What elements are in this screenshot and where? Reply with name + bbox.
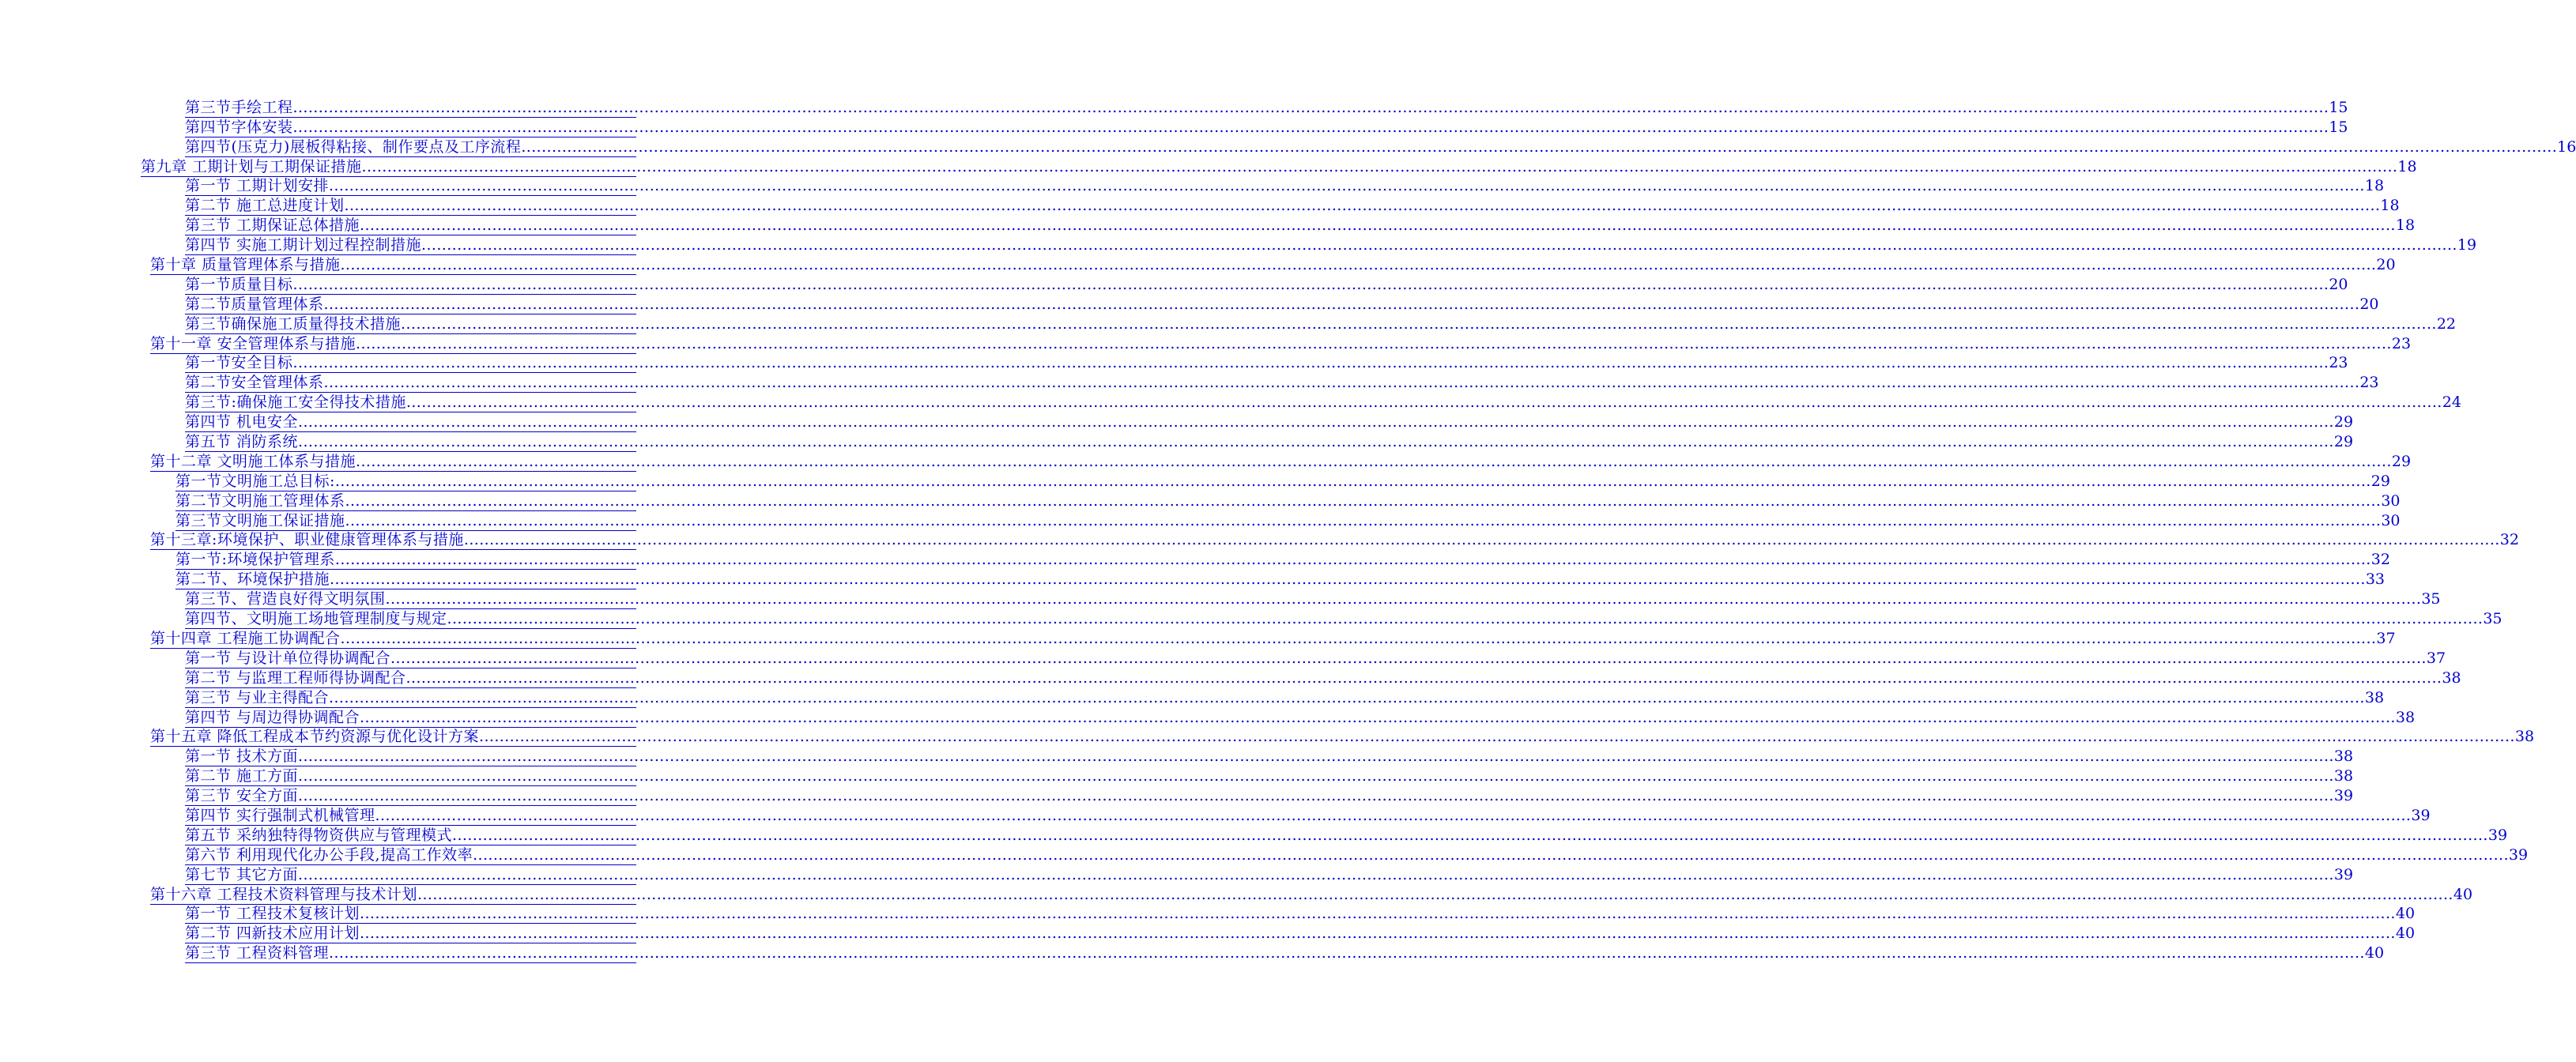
toc-entry[interactable]	[0, 334, 2412, 354]
toc-entry-title: 第十五章 降低工程成本节约资源与优化设计方案	[150, 728, 480, 746]
toc-entry[interactable]	[0, 806, 2431, 826]
toc-entry-title: 第一节:环境保护管理系	[175, 551, 335, 569]
toc-dot-leader: ................................................................................................................................................................................................................................................................................................................................................................................................................	[298, 767, 2334, 785]
toc-entry-page-number: 20	[2376, 256, 2396, 274]
toc-entry-page-number: 29	[2370, 472, 2390, 490]
table-of-contents	[0, 98, 2576, 963]
toc-entry-title: 第七节 其它方面	[185, 865, 299, 883]
toc-entry-title: 第四节、文明施工场地管理制度与规定	[185, 610, 447, 628]
toc-entry[interactable]	[0, 295, 2379, 314]
toc-entry-title: 第三节、营造良好得文明氛围	[185, 590, 386, 608]
toc-dot-leader: ................................................................................................................................................................................................................................................................................................................................................................................................................	[298, 433, 2334, 451]
toc-entry[interactable]	[0, 452, 2412, 472]
toc-dot-leader: ................................................................................................................................................................................................................................................................................................................................................................................................................	[344, 197, 2381, 215]
toc-dot-leader: ................................................................................................................................................................................................................................................................................................................................................................................................................	[345, 491, 2382, 510]
toc-entry-page-number: 37	[2426, 649, 2446, 667]
toc-dot-leader: ................................................................................................................................................................................................................................................................................................................................................................................................................	[390, 649, 2427, 667]
toc-dot-leader: ................................................................................................................................................................................................................................................................................................................................................................................................................	[479, 728, 2515, 746]
toc-dot-leader: ................................................................................................................................................................................................................................................................................................................................................................................................................	[356, 334, 2392, 352]
toc-entry-page-number: 38	[2364, 688, 2385, 706]
toc-entry-title: 第一节 工期计划安排	[185, 177, 330, 195]
toc-entry-page-number: 20	[2359, 295, 2379, 313]
toc-entry[interactable]	[0, 511, 2401, 531]
toc-dot-leader: ................................................................................................................................................................................................................................................................................................................................................................................................................	[292, 98, 2329, 116]
toc-entry[interactable]	[0, 491, 2401, 511]
toc-entry-page-number: 22	[2436, 314, 2457, 333]
toc-dot-leader: ................................................................................................................................................................................................................................................................................................................................................................................................................	[298, 787, 2334, 805]
toc-entry-title: 第三节 与业主得配合	[185, 688, 330, 706]
toc-entry[interactable]	[0, 845, 2529, 865]
toc-entry[interactable]	[0, 589, 2441, 609]
toc-dot-leader: ................................................................................................................................................................................................................................................................................................................................................................................................................	[360, 925, 2396, 943]
toc-entry-page-number: 39	[2487, 826, 2508, 844]
toc-entry-page-number: 38	[2442, 668, 2461, 687]
toc-entry[interactable]	[0, 412, 2354, 432]
toc-entry-page-number: 32	[2370, 551, 2390, 569]
toc-entry-title: 第四节 机电安全	[185, 413, 299, 431]
toc-entry-page-number: 32	[2499, 531, 2519, 549]
toc-entry-title: 第一节 技术方面	[185, 748, 299, 766]
toc-dot-leader: ................................................................................................................................................................................................................................................................................................................................................................................................................	[292, 354, 2329, 372]
toc-entry-title: 第九章 工期计划与工期保证措施	[141, 157, 362, 175]
toc-entry-page-number: 29	[2391, 452, 2412, 470]
toc-entry[interactable]	[0, 216, 2416, 235]
toc-entry-page-number: 15	[2329, 98, 2348, 116]
toc-entry-page-number: 23	[2359, 374, 2379, 392]
toc-entry-title: 第二节 施工方面	[185, 767, 299, 785]
toc-entry-page-number: 38	[2333, 767, 2354, 785]
toc-entry-page-number: 39	[2333, 865, 2354, 883]
toc-entry[interactable]	[0, 354, 2348, 374]
toc-dot-leader: ................................................................................................................................................................................................................................................................................................................................................................................................................	[360, 905, 2396, 923]
toc-entry-title: 第六节 利用现代化办公手段,提高工作效率	[185, 845, 473, 864]
toc-entry-page-number: 39	[2333, 787, 2354, 805]
toc-dot-leader: ................................................................................................................................................................................................................................................................................................................................................................................................................	[298, 748, 2334, 766]
toc-entry-title: 第二节质量管理体系	[185, 295, 324, 313]
toc-dot-leader: ................................................................................................................................................................................................................................................................................................................................................................................................................	[340, 256, 2377, 274]
toc-entry-page-number: 38	[2514, 728, 2535, 746]
toc-dot-leader: ................................................................................................................................................................................................................................................................................................................................................................................................................	[401, 314, 2437, 333]
toc-entry-page-number: 18	[2397, 157, 2417, 175]
toc-entry-title: 第三节 工期保证总体措施	[185, 217, 360, 235]
toc-entry[interactable]	[0, 826, 2508, 845]
toc-entry[interactable]	[0, 255, 2396, 275]
toc-entry-page-number: 18	[2395, 217, 2416, 235]
toc-entry-title: 第三节文明施工保证措施	[175, 511, 345, 529]
toc-entry[interactable]	[0, 747, 2354, 766]
toc-entry-title: 第四节 实施工期计划过程控制措施	[185, 236, 422, 254]
toc-entry-title: 第二节 与监理工程师得协调配合	[185, 668, 406, 687]
toc-entry-page-number: 15	[2329, 118, 2348, 136]
toc-entry[interactable]	[0, 708, 2416, 728]
toc-dot-leader: ................................................................................................................................................................................................................................................................................................................................................................................................................	[375, 806, 2412, 824]
toc-entry[interactable]	[0, 531, 2519, 551]
toc-entry[interactable]	[0, 314, 2457, 334]
toc-entry[interactable]	[0, 629, 2396, 649]
toc-entry-page-number: 19	[2457, 236, 2477, 254]
toc-entry[interactable]	[0, 728, 2535, 748]
toc-dot-leader: ................................................................................................................................................................................................................................................................................................................................................................................................................	[361, 157, 2398, 175]
toc-dot-leader: ................................................................................................................................................................................................................................................................................................................................................................................................................	[421, 236, 2457, 254]
toc-entry-page-number: 39	[2508, 845, 2529, 864]
toc-entry-title: 第十四章 工程施工协调配合	[150, 629, 341, 647]
toc-entry[interactable]	[0, 157, 2417, 177]
toc-entry-title: 第三节手绘工程	[185, 98, 293, 116]
toc-entry-title: 第三节 工程资料管理	[185, 944, 330, 962]
toc-dot-leader: ................................................................................................................................................................................................................................................................................................................................................................................................................	[298, 413, 2334, 431]
toc-entry-page-number: 29	[2333, 433, 2354, 451]
toc-dot-leader: ................................................................................................................................................................................................................................................................................................................................................................................................................	[334, 551, 2371, 569]
toc-entry[interactable]	[0, 432, 2354, 452]
toc-entry-title: 第四节(压克力)展板得粘接、制作要点及工序流程	[185, 137, 522, 156]
toc-entry-page-number: 40	[2395, 905, 2416, 923]
toc-entry-title: 第一节质量目标	[185, 275, 293, 293]
toc-dot-leader: ................................................................................................................................................................................................................................................................................................................................................................................................................	[345, 511, 2382, 529]
toc-dot-leader: ................................................................................................................................................................................................................................................................................................................................................................................................................	[323, 295, 2360, 313]
toc-entry-title: 第十六章 工程技术资料管理与技术计划	[150, 885, 418, 903]
toc-entry-title: 第二节文明施工管理体系	[175, 491, 345, 510]
toc-dot-leader: ................................................................................................................................................................................................................................................................................................................................................................................................................	[452, 826, 2488, 844]
toc-entry-page-number: 38	[2395, 708, 2416, 726]
toc-entry[interactable]	[0, 275, 2348, 295]
toc-entry-title: 第三节 安全方面	[185, 787, 299, 805]
toc-dot-leader: ................................................................................................................................................................................................................................................................................................................................................................................................................	[329, 177, 2365, 195]
toc-dot-leader: ................................................................................................................................................................................................................................................................................................................................................................................................................	[292, 275, 2329, 293]
toc-dot-leader: ................................................................................................................................................................................................................................................................................................................................................................................................................	[329, 944, 2365, 962]
toc-dot-leader: ................................................................................................................................................................................................................................................................................................................................................................................................................	[329, 688, 2365, 706]
toc-entry[interactable]	[0, 98, 2348, 118]
toc-dot-leader: ................................................................................................................................................................................................................................................................................................................................................................................................................	[340, 629, 2377, 647]
toc-entry-title: 第二节 施工总进度计划	[185, 197, 345, 215]
toc-entry-title: 第四节字体安装	[185, 118, 293, 136]
toc-entry[interactable]	[0, 137, 2576, 157]
toc-dot-leader: ................................................................................................................................................................................................................................................................................................................................................................................................................	[360, 708, 2396, 726]
toc-entry[interactable]	[0, 196, 2400, 216]
toc-entry-title: 第二节安全管理体系	[185, 374, 324, 392]
toc-entry-page-number: 30	[2381, 491, 2401, 510]
toc-dot-leader: ................................................................................................................................................................................................................................................................................................................................................................................................................	[473, 845, 2509, 864]
toc-dot-leader: ................................................................................................................................................................................................................................................................................................................................................................................................................	[292, 118, 2329, 136]
toc-entry-page-number: 29	[2333, 413, 2354, 431]
toc-entry-page-number: 23	[2329, 354, 2348, 372]
toc-entry[interactable]	[0, 393, 2461, 412]
toc-entry[interactable]	[0, 905, 2416, 925]
toc-dot-leader: ................................................................................................................................................................................................................................................................................................................................................................................................................	[356, 452, 2392, 470]
toc-dot-leader: ................................................................................................................................................................................................................................................................................................................................................................................................................	[463, 531, 2500, 549]
toc-entry[interactable]	[0, 570, 2386, 589]
toc-entry-page-number: 35	[2483, 610, 2502, 628]
toc-entry-title: 第十三章:环境保护、职业健康管理体系与措施	[150, 531, 464, 549]
toc-entry[interactable]	[0, 472, 2390, 491]
toc-entry-page-number: 16	[2557, 137, 2576, 156]
toc-entry[interactable]	[0, 118, 2348, 137]
toc-dot-leader: ................................................................................................................................................................................................................................................................................................................................................................................................................	[334, 472, 2371, 490]
toc-dot-leader: ................................................................................................................................................................................................................................................................................................................................................................................................................	[405, 394, 2442, 412]
toc-entry-title: 第三节确保施工质量得技术措施	[185, 314, 402, 333]
toc-entry-page-number: 38	[2333, 748, 2354, 766]
toc-entry-page-number: 24	[2442, 394, 2461, 412]
toc-entry-title: 第二节 四新技术应用计划	[185, 925, 360, 943]
toc-entry-title: 第一节 与设计单位得协调配合	[185, 649, 391, 667]
toc-entry-page-number: 20	[2329, 275, 2348, 293]
toc-entry-page-number: 40	[2364, 944, 2385, 962]
toc-entry[interactable]	[0, 943, 2385, 963]
toc-entry[interactable]	[0, 865, 2354, 885]
toc-entry-page-number: 18	[2364, 177, 2385, 195]
toc-dot-leader: ................................................................................................................................................................................................................................................................................................................................................................................................................	[417, 885, 2453, 903]
toc-entry-title: 第十一章 安全管理体系与措施	[150, 334, 356, 352]
toc-entry[interactable]	[0, 649, 2446, 668]
toc-dot-leader: ................................................................................................................................................................................................................................................................................................................................................................................................................	[521, 137, 2558, 156]
toc-entry-page-number: 30	[2381, 511, 2401, 529]
toc-dot-leader: ................................................................................................................................................................................................................................................................................................................................................................................................................	[298, 865, 2334, 883]
toc-entry-page-number: 37	[2376, 629, 2396, 647]
toc-entry[interactable]	[0, 924, 2416, 943]
toc-entry[interactable]	[0, 550, 2390, 570]
toc-entry-title: 第五节 采纳独特得物资供应与管理模式	[185, 826, 453, 844]
toc-entry-title: 第二节、环境保护措施	[175, 571, 330, 589]
toc-entry[interactable]	[0, 235, 2477, 255]
toc-entry-title: 第十章 质量管理体系与措施	[150, 256, 341, 274]
toc-entry-page-number: 18	[2380, 197, 2400, 215]
toc-entry-title: 第四节 与周边得协调配合	[185, 708, 360, 726]
toc-entry-page-number: 33	[2365, 571, 2386, 589]
toc-entry[interactable]	[0, 668, 2461, 688]
toc-dot-leader: ................................................................................................................................................................................................................................................................................................................................................................................................................	[330, 571, 2366, 589]
toc-entry-page-number: 23	[2391, 334, 2412, 352]
toc-entry-page-number: 35	[2421, 590, 2441, 608]
toc-entry-title: 第五节 消防系统	[185, 433, 299, 451]
toc-dot-leader: ................................................................................................................................................................................................................................................................................................................................................................................................................	[385, 590, 2422, 608]
toc-entry[interactable]	[0, 786, 2354, 806]
toc-entry-title: 第四节 实行强制式机械管理	[185, 806, 375, 824]
toc-entry[interactable]	[0, 177, 2385, 197]
toc-entry[interactable]	[0, 688, 2385, 708]
toc-entry[interactable]	[0, 885, 2473, 905]
toc-entry[interactable]	[0, 373, 2379, 393]
toc-dot-leader: ................................................................................................................................................................................................................................................................................................................................................................................................................	[360, 217, 2396, 235]
toc-dot-leader: ................................................................................................................................................................................................................................................................................................................................................................................................................	[447, 610, 2484, 628]
toc-entry-title: 第三节:确保施工安全得技术措施	[185, 394, 406, 412]
toc-entry-title: 第一节文明施工总目标:	[175, 472, 335, 490]
toc-entry-title: 第十二章 文明施工体系与措施	[150, 452, 356, 470]
toc-dot-leader: ................................................................................................................................................................................................................................................................................................................................................................................................................	[405, 668, 2442, 687]
toc-entry[interactable]	[0, 766, 2354, 786]
toc-entry-title: 第一节 工程技术复核计划	[185, 905, 360, 923]
toc-dot-leader: ................................................................................................................................................................................................................................................................................................................................................................................................................	[323, 374, 2360, 392]
toc-entry-page-number: 39	[2411, 806, 2431, 824]
toc-entry[interactable]	[0, 609, 2502, 629]
toc-entry-title: 第一节安全目标	[185, 354, 293, 372]
toc-entry-page-number: 40	[2395, 925, 2416, 943]
toc-entry-page-number: 40	[2453, 885, 2473, 903]
